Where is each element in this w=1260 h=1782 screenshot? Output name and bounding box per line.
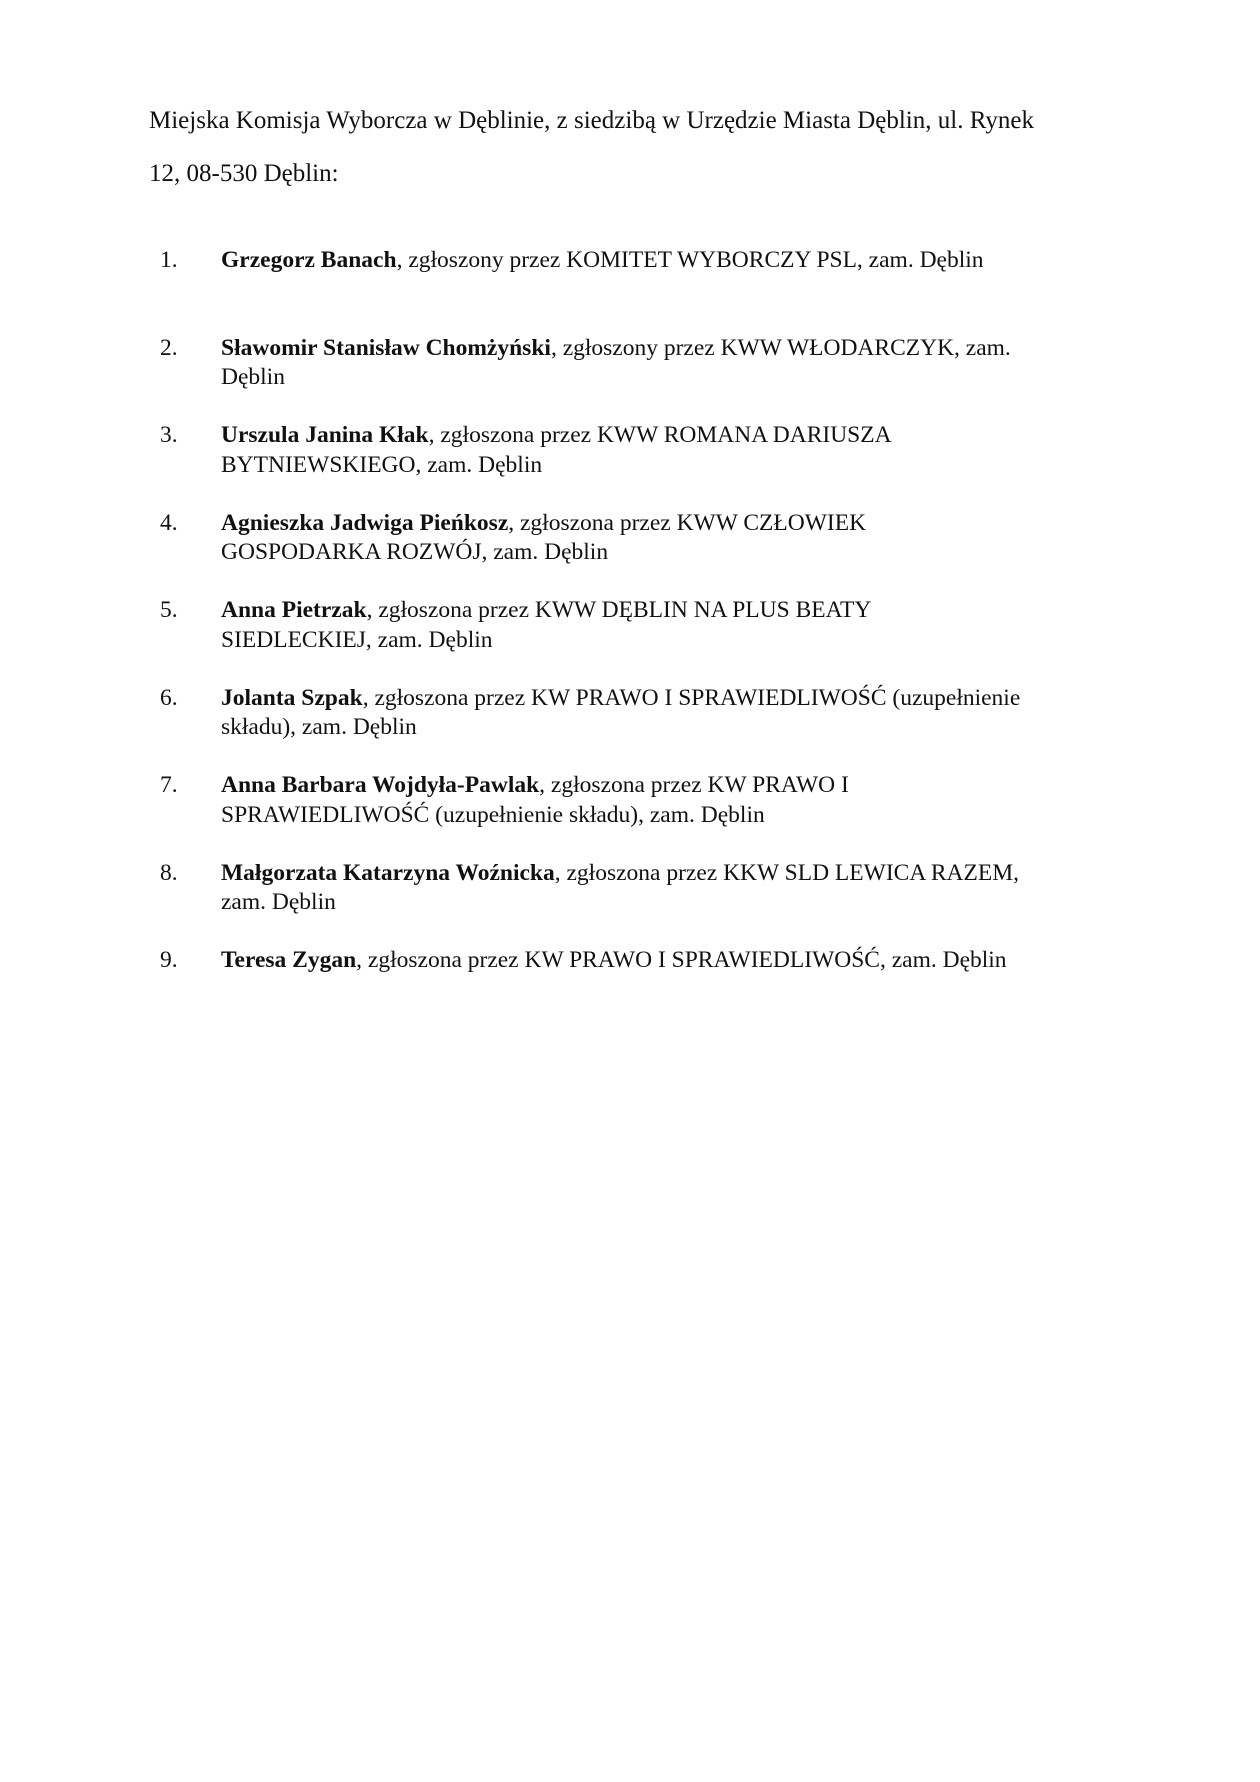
member-name: Teresa Zygan [221, 947, 357, 973]
item-number: 1. [160, 247, 178, 273]
item-text [221, 771, 849, 830]
item-number: 7. [160, 772, 178, 798]
item-text [221, 596, 871, 655]
member-details-cont: GOSPODARKA ROZWÓJ, zam. Dęblin [221, 539, 609, 565]
member-name: Anna Pietrzak [221, 597, 367, 623]
member-name: Jolanta Szpak [221, 684, 363, 711]
member-details-cont: SIEDLECKIEJ, zam. Dęblin [221, 626, 493, 653]
member-details: , zgłoszona przez KW PRAWO I SPRAWIEDLIWOŚĆ, zam. Dęblin [356, 947, 1007, 973]
item-text [221, 859, 1019, 918]
item-text [221, 421, 892, 480]
member-details: , zgłoszona przez KWW ROMANA DARIUSZA [428, 422, 892, 448]
member-details: , zgłoszona przez KWW DĘBLIN NA PLUS BEATY [366, 597, 872, 623]
item-number: 6. [160, 684, 178, 711]
member-details-cont: składu), zam. Dęblin [221, 714, 417, 740]
member-name: Agnieszka Jadwiga Pieńkosz [221, 509, 509, 536]
member-name: Sławomir Stanisław Chomżyński [221, 334, 551, 361]
item-text [221, 684, 1020, 743]
item-number: 4. [160, 509, 178, 536]
item-text [221, 509, 866, 568]
member-details-cont: BYTNIEWSKIEGO, zam. Dęblin [221, 451, 543, 478]
member-details: , zgłoszony przez KWW WŁODARCZYK, zam. [550, 334, 1011, 361]
member-name: Anna Barbara Wojdyła-Pawlak [221, 772, 540, 798]
item-text [221, 246, 984, 276]
item-number: 3. [160, 422, 178, 448]
header-line-1: Miejska Komisja Wyborcza w Dęblinie, z siedzibą w Urzędzie Miasta Dęblin, ul. Rynek [149, 107, 1034, 134]
header-line-2: 12, 08-530 Dęblin: [149, 160, 339, 187]
member-name: Małgorzata Katarzyna Woźnicka [221, 859, 555, 886]
member-details: , zgłoszona przez KWW CZŁOWIEK [508, 509, 867, 536]
member-details: , zgłoszona przez KW PRAWO I [539, 772, 849, 798]
member-details: , zgłoszona przez KKW SLD LEWICA RAZEM, [554, 859, 1019, 886]
member-details: , zgłoszona przez KW PRAWO I SPRAWIEDLIWOŚĆ (uzupełnienie [362, 684, 1021, 711]
item-number: 2. [160, 334, 178, 361]
item-text [221, 946, 1007, 976]
member-details: , zgłoszony przez KOMITET WYBORCZY PSL, zam. Dęblin [396, 247, 984, 273]
member-name: Grzegorz Banach [221, 247, 397, 273]
member-name: Urszula Janina Kłak [221, 422, 429, 448]
item-number: 8. [160, 859, 178, 886]
member-details-cont: SPRAWIEDLIWOŚĆ (uzupełnienie składu), zam. Dęblin [221, 801, 765, 828]
item-text [221, 334, 1011, 393]
item-number: 9. [160, 947, 178, 973]
member-details-cont: zam. Dęblin [221, 889, 336, 915]
item-number: 5. [160, 597, 178, 623]
member-details-cont: Dęblin [221, 364, 285, 390]
